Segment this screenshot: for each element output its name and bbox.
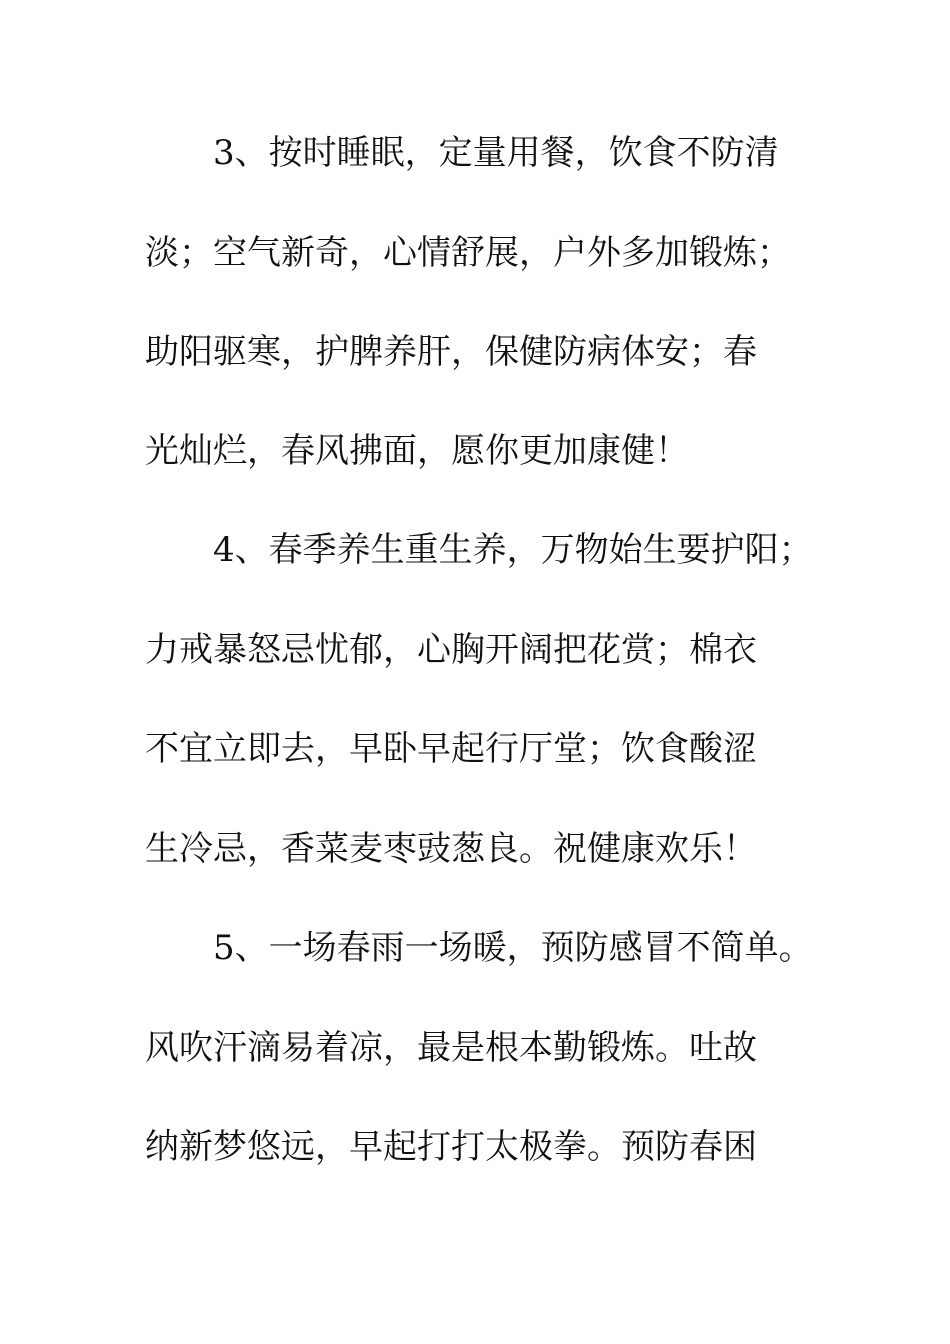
text-line: 纳新梦悠远，早起打打太极拳。预防春困: [145, 1127, 757, 1167]
text-line: 3、按时睡眠，定量用餐，饮食不防清: [145, 133, 779, 173]
text-line: 生冷忌，香菜麦枣豉葱良。祝健康欢乐！: [145, 829, 757, 869]
text-line: 4、春季养生重生养，万物始生要护阳；: [145, 530, 813, 570]
text-line: 助阳驱寒，护脾养肝，保健防病体安；春: [145, 332, 757, 372]
text-line: 光灿烂，春风拂面，愿你更加康健！: [145, 431, 689, 471]
text-line: 淡；空气新奇，心情舒展，户外多加锻炼；: [145, 233, 791, 273]
text-line: 力戒暴怒忌忧郁，心胸开阔把花赏；棉衣: [145, 630, 757, 670]
text-line: 5、一场春雨一场暖，预防感冒不简单。: [145, 928, 813, 968]
text-line: 不宜立即去，早卧早起行厅堂；饮食酸涩: [145, 729, 757, 769]
text-line: 风吹汗滴易着凉，最是根本勤锻炼。吐故: [145, 1028, 757, 1068]
